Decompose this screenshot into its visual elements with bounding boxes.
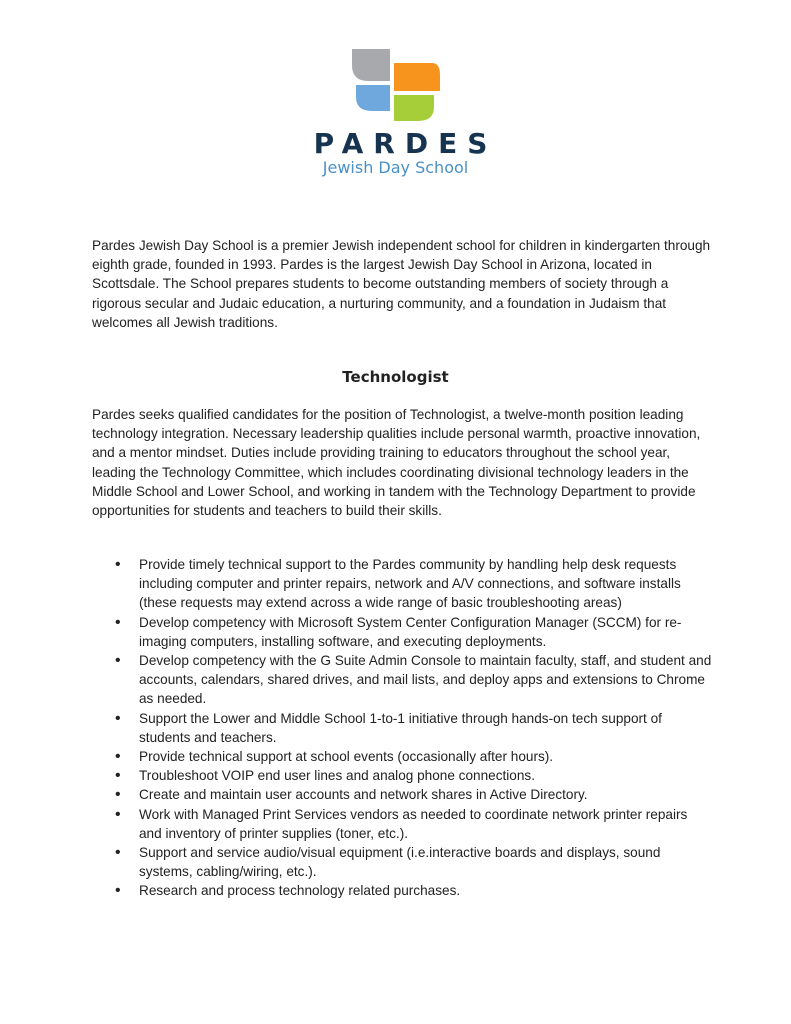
school-subtitle: Jewish Day School (322, 158, 469, 177)
list-item: • Support and service audio/visual equipment (i.e.interactive boards and displays, sound systems, cabling/wiring, etc.). (92, 843, 712, 881)
list-item: • Provide timely technical support to the Pardes community by handling help desk requests including computer and printer repairs, network and A/V connections, and software installs (these requests may extend across a wide range of basic troubleshooting areas) (92, 555, 712, 613)
job-title: Technologist (342, 368, 449, 386)
intro-paragraph: Pardes Jewish Day School is a premier Jewish independent school for children in kindergarten through eighth grade, founded in 1993. Pardes is the largest Jewish Day School in Arizona, located in Scottsdale. The School prepares students to become outstanding members of society through a rigorous secular and Judaic education, a nurturing community, and a foundation in Judaism that welcomes all Jewish traditions. (92, 238, 711, 330)
list-item: • Develop competency with Microsoft System Center Configuration Manager (SCCM) for re-imaging computers, installing software, and executing deployments. (92, 613, 712, 651)
list-item: • Develop competency with the G Suite Admin Console to maintain faculty, staff, and student and accounts, calendars, shared drives, and mail lists, and deploy apps and extensions to Chrome as needed. (92, 651, 712, 709)
list-item: • Provide technical support at school events (occasionally after hours). (92, 747, 712, 766)
list-item: • Research and process technology related purchases. (92, 881, 712, 900)
list-item: • Create and maintain user accounts and network shares in Active Directory. (92, 785, 712, 804)
logo-leaves-icon (346, 45, 446, 125)
list-item: • Work with Managed Print Services vendors as needed to coordinate network printer repairs and inventory of printer supplies (toner, etc.). (92, 805, 712, 843)
list-item: • Troubleshoot VOIP end user lines and analog phone connections. (92, 766, 712, 785)
duties-list (92, 555, 712, 901)
job-description: Pardes seeks qualified candidates for the position of Technologist, a twelve-month position leading technology integration. Necessary leadership qualities include personal warmth, proactive innovation, and a mentor mindset. Duties include providing training to educators throughout the school year, leading the Technology Committee, which includes coordinating divisional technology leaders in the Middle School and Lower School, and working in tandem with the Technology Department to provide opportunities for students and teachers to build their skills. (92, 407, 701, 519)
list-item: • Support the Lower and Middle School 1-to-1 initiative through hands-on tech support of students and teachers. (92, 709, 712, 747)
school-name: PARDES (313, 127, 498, 160)
